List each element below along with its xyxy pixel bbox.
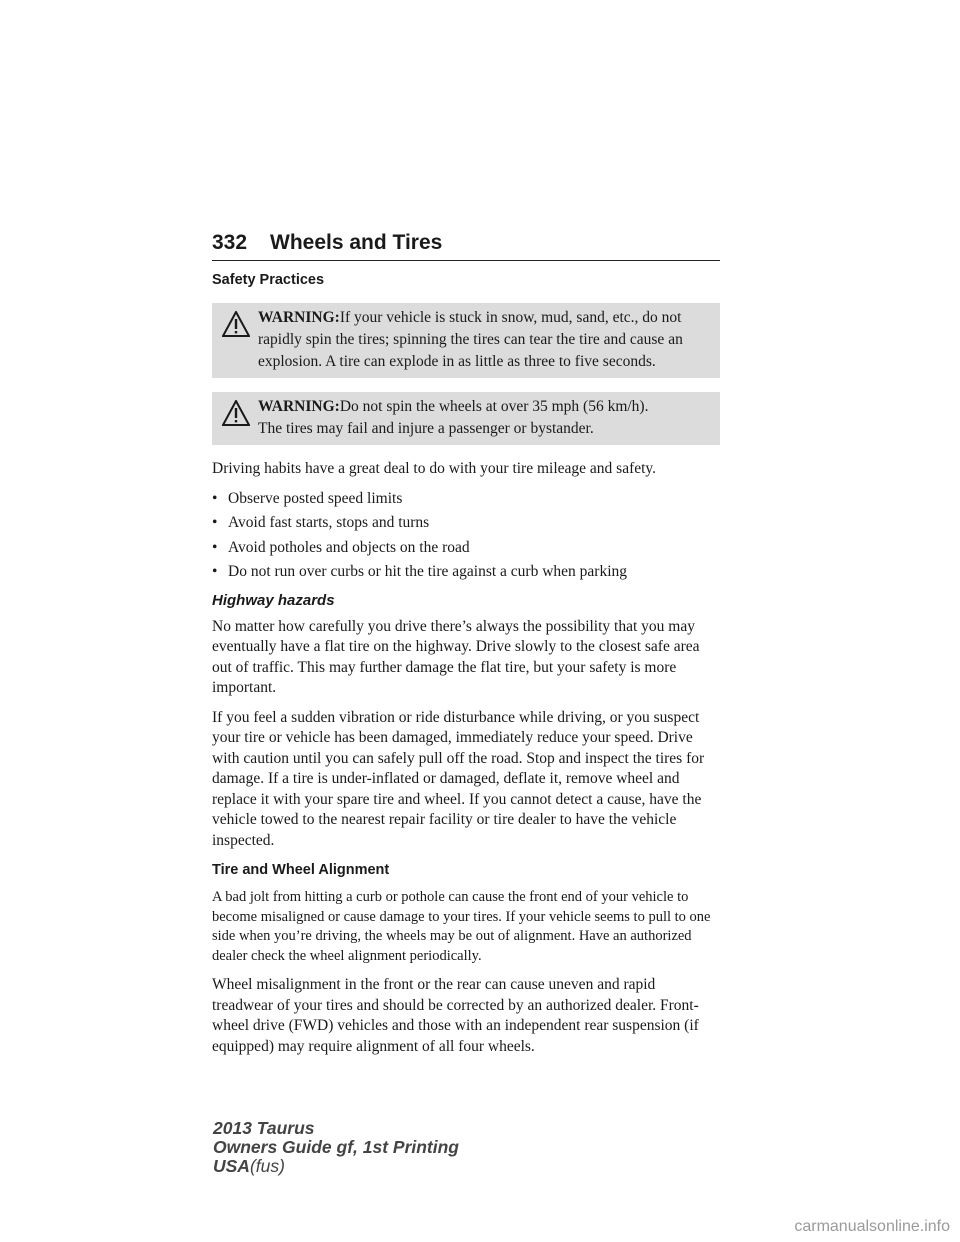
footer-line: Owners Guide gf, 1st Printing (213, 1137, 459, 1157)
footer-region: USA (213, 1156, 250, 1176)
section-heading-highway: Highway hazards (212, 591, 335, 609)
warning-text-rest: rapidly spin the tires; spinning the tires can tear the tire and cause an explosion. A tire can explode in as little as three to five seconds. (258, 331, 683, 370)
bullet-icon: • (212, 563, 218, 580)
paragraph: No matter how carefully you drive there’s always the possibility that you may eventually have a flat tire on the highway. Drive slowly to the closest safe area out of traffic. This may further damage the flat tire, but your safety is more important. (212, 617, 700, 696)
warning-text-rest: The tires may fail and injure a passenger or bystander. (258, 420, 594, 437)
site-watermark: carmanualsonline.info (794, 1218, 950, 1235)
warning-triangle-icon (222, 400, 250, 426)
footer-line (213, 1157, 459, 1176)
warning-text-cont (212, 329, 716, 373)
warning-label: WARNING: (258, 309, 340, 326)
footer-line: 2013 Taurus (213, 1118, 315, 1138)
list-item (212, 489, 720, 510)
list-item (212, 538, 720, 559)
section-heading-alignment: Tire and Wheel Alignment (212, 862, 390, 878)
list-item-text: Avoid fast starts, stops and turns (228, 514, 430, 531)
bullet-icon: • (212, 489, 218, 507)
driving-intro: Driving habits have a great deal to do with your tire mileage and safety. (212, 460, 657, 477)
warning-box (212, 392, 720, 445)
list-item (212, 562, 720, 583)
print-footer (213, 1119, 459, 1176)
list-item-text: Avoid potholes and objects on the road (228, 538, 470, 556)
paragraph: Wheel misalignment in the front or the rear can cause uneven and rapid treadwear of your tires and should be corrected by an authorized dealer. Front-wheel drive (FWD) vehicles and those with an independent rear suspension (if equipped) may require alignment of all four wheels. (212, 976, 699, 1055)
warning-text: Do not spin the wheels at over 35 mph (56 km/h). (339, 398, 649, 415)
page-number: 332 (212, 231, 248, 254)
warning-text-cont (212, 418, 716, 440)
bullet-icon: • (212, 514, 218, 531)
footer-code: (fus) (249, 1156, 285, 1176)
warning-triangle-icon (222, 311, 250, 337)
list-item-text: Do not run over curbs or hit the tire against a curb when parking (228, 563, 628, 580)
chapter-title: Wheels and Tires (270, 231, 443, 254)
warning-label: WARNING: (258, 398, 340, 415)
bullet-list (212, 489, 720, 583)
page-content (212, 266, 720, 1066)
list-item-text: Observe posted speed limits (228, 489, 403, 507)
section-heading-safety: Safety Practices (212, 272, 325, 288)
paragraph: If you feel a sudden vibration or ride disturbance while driving, or you suspect your tire or vehicle has been damaged, immediately reduce your speed. Drive with caution until you can safely pull off the road. Stop and inspect the tires for damage. If a tire is under-inflated or damaged, deflate it, remove wheel and replace it with your spare tire and wheel. If you cannot detect a cause, have the vehicle towed to the nearest repair facility or tire dealer to have the vehicle inspected. (212, 708, 705, 849)
list-item (212, 513, 720, 534)
page-header (212, 228, 720, 261)
bullet-icon: • (212, 538, 218, 556)
paragraph: A bad jolt from hitting a curb or pothole can cause the front end of your vehicle to become misaligned or cause damage to your tires. If your vehicle seems to pull to one side when you’re driving, the wheels may be out of alignment. Have an authorized dealer check the wheel alignment periodically. (212, 889, 711, 964)
warning-box (212, 303, 720, 378)
warning-text: If your vehicle is stuck in snow, mud, sand, etc., do not (339, 309, 682, 326)
